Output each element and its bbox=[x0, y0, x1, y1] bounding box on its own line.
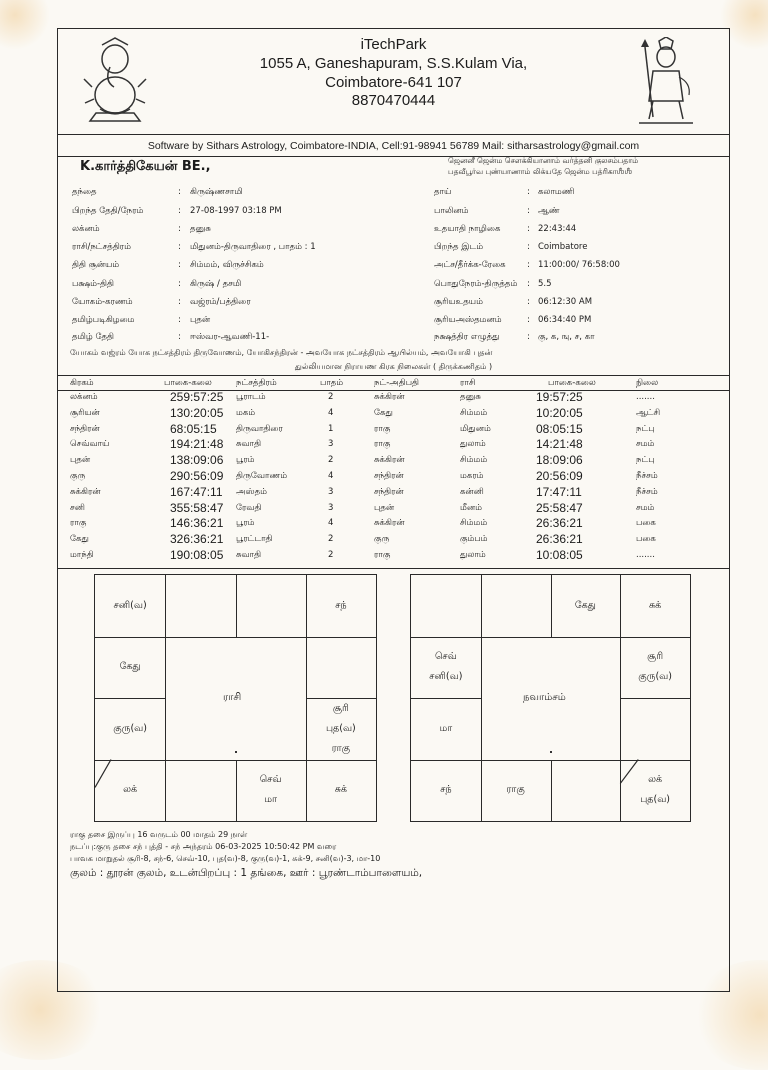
table-cell: பகை bbox=[636, 518, 656, 529]
planet-label: குரு(வ) bbox=[113, 722, 147, 734]
table-cell: 26:36:21 bbox=[536, 532, 583, 547]
house-mithunam bbox=[620, 598, 690, 614]
detail-label: தமிழ்படிகிழமை bbox=[72, 315, 135, 325]
table-header-cell: ராசி bbox=[460, 378, 476, 388]
house-makaram bbox=[95, 721, 165, 737]
rasi-chart bbox=[94, 574, 377, 822]
detail-label: யோகம்-கரணம் bbox=[72, 297, 133, 307]
house-viruchigam bbox=[481, 782, 551, 798]
detail-colon: : bbox=[527, 260, 530, 270]
table-cell: சுவாதி bbox=[236, 550, 262, 560]
table-cell: 326:36:21 bbox=[170, 532, 224, 547]
chart-dot bbox=[235, 751, 237, 753]
detail-colon: : bbox=[178, 315, 181, 325]
table-header-cell: நட்-அதிபதி bbox=[374, 378, 419, 388]
planet-label: மா bbox=[264, 794, 277, 806]
navamsa-chart bbox=[410, 574, 691, 822]
planet-label: சனி(வ) bbox=[113, 599, 147, 611]
house-mithunam bbox=[306, 598, 376, 614]
detail-colon: : bbox=[178, 332, 181, 342]
table-cell: 190:08:05 bbox=[170, 548, 224, 562]
detail-colon: : bbox=[527, 224, 530, 234]
rasi-chart-title: ராசி bbox=[223, 692, 242, 703]
detail-colon: : bbox=[527, 242, 530, 252]
table-cell: பூரட்டாதி bbox=[236, 534, 273, 545]
table-cell: சிம்மம் bbox=[460, 455, 488, 466]
table-cell: பூரம் bbox=[236, 518, 255, 529]
table-header-cell: நட்சத்திரம் bbox=[236, 378, 277, 388]
table-cell: புதன் bbox=[70, 455, 91, 466]
detail-label: பக்ஷம்-திதி bbox=[72, 279, 114, 289]
paper-stain bbox=[0, 0, 50, 50]
table-cell: பூரம் bbox=[236, 455, 255, 466]
table-cell: 14:21:48 bbox=[536, 437, 583, 452]
detail-colon: : bbox=[178, 206, 181, 216]
detail-value: 06:12:30 AM bbox=[538, 297, 593, 307]
table-cell: தனுசு bbox=[460, 392, 481, 402]
table-header-cell: பாகை-கலை bbox=[164, 378, 212, 388]
table-cell: 18:09:06 bbox=[536, 453, 583, 468]
detail-label: சூரியஅஸ்தமனம் bbox=[434, 315, 502, 325]
yoga-line: யோகம் வஜ்ரம் யோக நட்சத்திரம் திருவோணம், யோகிசந்திரன் - அவயோக நட்சத்திரம் ஆயில்யம், அவயோகி புதன் bbox=[70, 348, 493, 357]
company-name: iTechPark bbox=[360, 36, 427, 53]
table-cell: கும்பம் bbox=[460, 534, 488, 545]
table-cell: 1 bbox=[328, 423, 334, 434]
table-cell: சமம் bbox=[636, 502, 655, 513]
navamsa-chart-title: நவாம்சம் bbox=[523, 692, 566, 703]
house-meenam bbox=[95, 598, 165, 614]
address-line-1: 1055 A, Ganeshapuram, S.S.Kulam Via, bbox=[259, 55, 528, 72]
table-cell: 3 bbox=[328, 502, 334, 513]
table-row bbox=[58, 534, 729, 550]
detail-colon: : bbox=[178, 297, 181, 307]
chart-grid-line bbox=[411, 760, 690, 761]
planet-label: லக் bbox=[648, 774, 663, 786]
house-rishabam bbox=[551, 598, 621, 614]
table-cell: கன்னி bbox=[460, 486, 484, 497]
table-cell: ரேவதி bbox=[236, 502, 262, 513]
house-simmam bbox=[306, 701, 376, 757]
house-thulam bbox=[236, 772, 306, 808]
bhava-line: பாவக மாறுதல் சூரி-8, சந்-6, செவ்-10, புத(வ)-8, குரு(வ)-1, சுக்-9, சனி(வ)-3, மா-10 bbox=[70, 854, 381, 863]
table-cell: சிம்மம் bbox=[460, 407, 488, 418]
table-cell: மகம் bbox=[236, 407, 256, 418]
table-cell: நீச்சம் bbox=[636, 486, 658, 497]
planet-label: சந் bbox=[335, 599, 347, 611]
table-cell: ராகு bbox=[374, 439, 391, 450]
blessing-line: பதவீபூர்வ புண்யாணாம் லிக்யதே ஜென்ம பத்ரிகாஶீஶீ bbox=[448, 167, 633, 176]
table-cell: 3 bbox=[328, 486, 334, 497]
planet-label: சனி(வ) bbox=[429, 671, 463, 683]
chart-grid-line bbox=[411, 637, 690, 638]
detail-colon: : bbox=[527, 279, 530, 289]
table-cell: 10:08:05 bbox=[536, 548, 583, 562]
detail-label: லக்னம் bbox=[72, 224, 100, 234]
detail-colon: : bbox=[527, 187, 530, 197]
planet-label: செவ் bbox=[259, 774, 282, 786]
planet-label: லக் bbox=[123, 784, 138, 796]
table-cell: கேது bbox=[374, 407, 393, 418]
detail-value: புதன் bbox=[190, 315, 211, 325]
table-cell: ராகு bbox=[374, 550, 391, 560]
chart-grid-line bbox=[95, 760, 376, 761]
table-cell: சந்திரன் bbox=[374, 471, 404, 481]
table-row bbox=[58, 484, 729, 503]
detail-value: 22:43:44 bbox=[538, 224, 577, 234]
family-line: குலம் : தூரன் குலம், உடன்பிறப்பு : 1 தங்கை, ஊர் : பூரண்டாம்பாளையம், bbox=[70, 867, 423, 879]
table-cell: சுக்கிரன் bbox=[374, 518, 405, 529]
table-cell: ....... bbox=[636, 550, 655, 560]
table-header-cell: கிரகம் bbox=[70, 378, 94, 388]
house-dhanusu bbox=[411, 782, 481, 798]
detail-value: சிம்மம், விருச்சிகம் bbox=[190, 260, 264, 270]
table-cell: 130:20:05 bbox=[170, 405, 224, 420]
table-cell: சனி bbox=[70, 502, 85, 513]
current-dasa-line: நடப்பு:குரு தசை சந் புத்தி - சந் அந்தரம் 06-03-2025 10:50:42 PM வரை bbox=[70, 842, 337, 851]
table-cell: 17:47:11 bbox=[536, 484, 582, 499]
detail-colon: : bbox=[178, 242, 181, 252]
table-cell: குரு bbox=[374, 534, 390, 545]
planet-label: புத(வ) bbox=[325, 722, 356, 734]
table-cell: சுக்கிரன் bbox=[70, 486, 101, 497]
table-cell: சுவாதி bbox=[236, 439, 262, 450]
table-cell: சுக்கிரன் bbox=[374, 455, 405, 466]
table-cell: 146:36:21 bbox=[170, 516, 224, 531]
house-katakam bbox=[620, 649, 690, 685]
dasa-balance-line: ராகு தசை இருப்பு 16 வருடம் 00 மாதம் 29 நாள் bbox=[70, 830, 248, 839]
table-cell: ....... bbox=[636, 392, 655, 402]
detail-value: ஆண் bbox=[538, 206, 560, 216]
table-cell: திருவோணம் bbox=[236, 471, 288, 481]
detail-value: ஈஸ்வர-ஆவணி-11- bbox=[190, 332, 270, 342]
planet-label: செவ் bbox=[435, 651, 457, 663]
detail-colon: : bbox=[527, 206, 530, 216]
table-cell: 08:05:15 bbox=[536, 421, 583, 436]
table-cell: 3 bbox=[328, 439, 334, 450]
table-cell: பகை bbox=[636, 534, 656, 545]
planet-label: குரு(வ) bbox=[638, 671, 672, 683]
planet-table bbox=[58, 375, 729, 569]
table-row bbox=[58, 405, 729, 424]
header bbox=[58, 29, 729, 135]
detail-colon: : bbox=[527, 332, 530, 342]
detail-label: பாலினம் bbox=[434, 206, 469, 216]
table-row bbox=[58, 455, 729, 471]
address-line-2: Coimbatore-641 107 bbox=[325, 74, 462, 91]
table-cell: 19:57:25 bbox=[536, 390, 583, 404]
table-cell: புதன் bbox=[374, 502, 395, 513]
detail-label: தமிழ் தேதி bbox=[72, 332, 114, 342]
table-cell: 290:56:09 bbox=[170, 469, 224, 483]
planet-label: சூரி bbox=[647, 651, 664, 663]
house-kanni bbox=[620, 772, 690, 808]
table-header-cell: பாதம் bbox=[320, 378, 344, 388]
detail-value: கிருஷ் / தசமி bbox=[190, 279, 242, 289]
detail-label: உதயாதி நாழிகை bbox=[434, 224, 501, 234]
table-cell: நட்பு bbox=[636, 423, 655, 434]
table-cell: சிம்மம் bbox=[460, 518, 488, 529]
detail-value: Coimbatore bbox=[538, 242, 588, 252]
house-makaram bbox=[411, 721, 481, 737]
table-cell: செவ்வாய் bbox=[70, 439, 110, 450]
detail-value: வஜ்ரம்/பத்திரை bbox=[190, 297, 251, 307]
chart-grid-line bbox=[306, 698, 376, 699]
detail-value: 11:00:00/ 76:58:00 bbox=[538, 260, 620, 270]
chart-grid-line bbox=[236, 575, 237, 637]
planet-label: ராகு bbox=[331, 742, 350, 754]
table-cell: லக்னம் bbox=[70, 392, 98, 402]
table-cell: சந்திரன் bbox=[70, 423, 100, 434]
detail-label: பிறந்த தேதி/நேரம் bbox=[72, 206, 144, 216]
house-kanni bbox=[306, 782, 376, 798]
table-row bbox=[58, 471, 729, 487]
table-title: துல்லியமான நிராயண கிரக நிலைகள் ( திருக்கணிதம் ) bbox=[294, 362, 493, 371]
table-row bbox=[58, 421, 729, 440]
table-cell: 4 bbox=[328, 407, 334, 418]
table-cell: 25:58:47 bbox=[536, 500, 583, 515]
detail-colon: : bbox=[178, 279, 181, 289]
table-cell: சூரியன் bbox=[70, 407, 100, 418]
detail-label: சூரியஉதயம் bbox=[434, 297, 483, 307]
table-cell: 2 bbox=[328, 392, 334, 402]
table-divider bbox=[58, 390, 729, 391]
table-row bbox=[58, 439, 729, 455]
table-cell: மிதுனம் bbox=[460, 423, 491, 434]
planet-label: புத(வ) bbox=[640, 794, 670, 806]
table-cell: சுக்கிரன் bbox=[374, 392, 405, 402]
table-cell: கேது bbox=[70, 534, 89, 545]
table-cell: குரு bbox=[70, 471, 86, 481]
table-cell: சமம் bbox=[636, 439, 655, 450]
detail-colon: : bbox=[527, 315, 530, 325]
detail-colon: : bbox=[527, 297, 530, 307]
phone-number: 8870470444 bbox=[351, 92, 436, 109]
table-cell: நட்பு bbox=[636, 455, 655, 466]
table-cell: மாந்தி bbox=[70, 550, 94, 560]
table-cell: 4 bbox=[328, 471, 334, 481]
detail-colon: : bbox=[178, 260, 181, 270]
horoscope-page bbox=[57, 28, 730, 992]
table-row bbox=[58, 518, 729, 534]
table-cell: 259:57:25 bbox=[170, 390, 224, 404]
table-row bbox=[58, 392, 729, 408]
chart-grid-line bbox=[620, 698, 690, 699]
detail-label: திதி சூன்யம் bbox=[72, 260, 120, 270]
table-cell: துலாம் bbox=[460, 439, 486, 450]
table-row bbox=[58, 550, 729, 566]
planet-label: சுக் bbox=[334, 784, 348, 796]
blessing-verse bbox=[448, 155, 718, 177]
detail-colon: : bbox=[178, 224, 181, 234]
table-cell: 2 bbox=[328, 534, 334, 545]
detail-label: அட்ச/தீர்க்க-ரேகை bbox=[434, 260, 506, 270]
table-row bbox=[58, 500, 729, 519]
table-cell: நீச்சம் bbox=[636, 471, 658, 481]
table-cell: 26:36:21 bbox=[536, 516, 583, 531]
table-cell: ராகு bbox=[70, 518, 87, 529]
planet-label: சந் bbox=[440, 784, 452, 796]
detail-label: தாய் bbox=[434, 187, 452, 197]
table-header-cell: நிலை bbox=[636, 378, 659, 388]
detail-value: கிருஷ்ணசாமி bbox=[190, 187, 243, 197]
chart-grid-line bbox=[95, 698, 165, 699]
table-cell: 20:56:09 bbox=[536, 469, 583, 483]
table-cell: 10:20:05 bbox=[536, 405, 583, 420]
detail-label: பிறந்த இடம் bbox=[434, 242, 484, 252]
chart-grid-line bbox=[95, 637, 376, 638]
detail-value: கலாமணி bbox=[538, 187, 575, 197]
table-cell: 138:09:06 bbox=[170, 453, 224, 468]
chart-grid-line bbox=[551, 760, 552, 822]
detail-value: மிதுனம்-திருவாதிரை , பாதம் : 1 bbox=[190, 242, 316, 252]
table-cell: திருவாதிரை bbox=[236, 423, 283, 434]
table-cell: துலாம் bbox=[460, 550, 486, 560]
planet-label: சூரி bbox=[332, 702, 349, 714]
detail-label: நக்ஷத்திர எழுத்து bbox=[434, 332, 500, 342]
table-cell: ராகு bbox=[374, 423, 391, 434]
table-cell: ஆட்சி bbox=[636, 407, 661, 418]
planet-label: சுக் bbox=[648, 599, 662, 611]
table-cell: சந்திரன் bbox=[374, 486, 404, 497]
planet-label: மா bbox=[439, 722, 453, 734]
house-kumbam bbox=[411, 649, 481, 685]
table-cell: பூராடம் bbox=[236, 392, 266, 402]
detail-value: 06:34:40 PM bbox=[538, 315, 592, 325]
table-cell: மகரம் bbox=[460, 471, 484, 481]
detail-label: பொதுநேரம்-திருத்தம் bbox=[434, 279, 518, 289]
house-kumbam bbox=[95, 659, 165, 675]
planet-label: கேது bbox=[574, 599, 596, 611]
blessing-line: ஜெனனீ ஜென்ம சௌக்கியானாம் வர்த்தனி குலசம்பதாம் bbox=[448, 156, 639, 165]
software-credit: Software by Sithars Astrology, Coimbatore-INDIA, Cell:91-98941 56789 Mail: sitharsastrology@gmail.com bbox=[58, 135, 729, 157]
detail-value: 27-08-1997 03:18 PM bbox=[190, 206, 282, 216]
house-dhanusu bbox=[95, 782, 165, 798]
table-cell: 68:05:15 bbox=[170, 421, 217, 436]
table-cell: 355:58:47 bbox=[170, 500, 224, 515]
detail-colon: : bbox=[178, 187, 181, 197]
detail-value: தனுசு bbox=[190, 224, 211, 234]
table-cell: மீனம் bbox=[460, 502, 482, 513]
detail-label: தந்தை bbox=[72, 187, 97, 197]
table-cell: 2 bbox=[328, 550, 334, 560]
table-header-cell: பாகை-கலை bbox=[548, 378, 596, 388]
planet-label: ராகு bbox=[506, 784, 525, 796]
chart-grid-line bbox=[411, 698, 481, 699]
chart-grid-line bbox=[165, 575, 166, 821]
table-cell: 194:21:48 bbox=[170, 437, 224, 452]
detail-value: 5.5 bbox=[538, 279, 552, 289]
planet-label: கேது bbox=[119, 661, 141, 673]
table-cell: 2 bbox=[328, 455, 334, 466]
detail-label: ராசி/நட்சத்திரம் bbox=[72, 242, 132, 252]
native-name: K.கார்த்திகேயன் BE., bbox=[80, 159, 211, 174]
chart-dot bbox=[550, 751, 552, 753]
detail-value: கு, க, ஙு, ச, கா bbox=[538, 332, 595, 342]
table-cell: 4 bbox=[328, 518, 334, 529]
table-cell: 167:47:11 bbox=[170, 484, 223, 499]
table-cell: அஸ்தம் bbox=[236, 486, 267, 497]
